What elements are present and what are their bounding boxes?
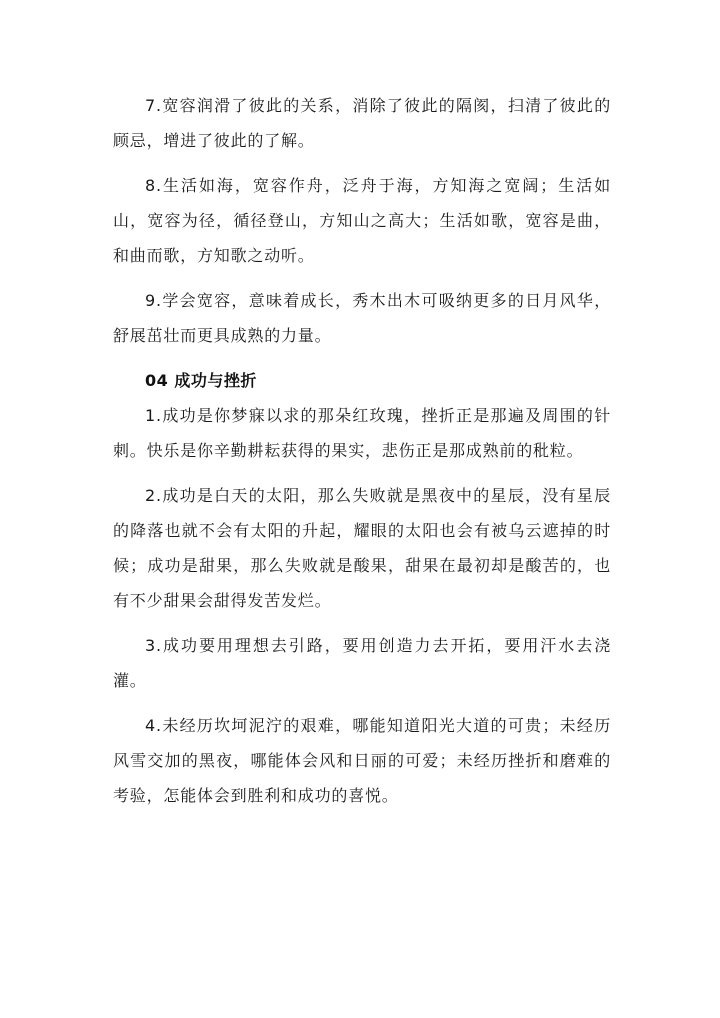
document-body bbox=[113, 88, 611, 823]
paragraph-success-2: 2.成功是白天的太阳，那么失败就是黑夜中的星辰，没有星辰的降落也就不会有太阳的升起，耀眼的太阳也会有被乌云遮掉的时候；成功是甜果，那么失败就是酸果，甜果在最初却是酸苦的，也有不少甜果会甜得发苦发烂。 bbox=[113, 486, 611, 610]
paragraph-success-1: 1.成功是你梦寐以求的那朵红玫瑰，挫折正是那遍及周围的针刺。快乐是你辛勤耕耘获得的果实，悲伤正是那成熟前的秕粒。 bbox=[113, 406, 611, 460]
paragraph-9: 9.学会宽容，意味着成长，秀木出木可吸纳更多的日月风华，舒展茁壮而更具成熟的力量。 bbox=[113, 291, 611, 345]
paragraph-success-4: 4.未经历坎坷泥泞的艰难，哪能知道阳光大道的可贵；未经历风雪交加的黑夜，哪能体会风和日丽的可爱；未经历挫折和磨难的考验，怎能体会到胜利和成功的喜悦。 bbox=[113, 716, 611, 805]
paragraph-success-3: 3.成功要用理想去引路，要用创造力去开拓，要用汗水去浇灌。 bbox=[113, 636, 611, 690]
paragraph-7: 7.宽容润滑了彼此的关系，消除了彼此的隔阂，扫清了彼此的顾忌，增进了彼此的了解。 bbox=[113, 96, 611, 150]
paragraph-8: 8.生活如海，宽容作舟，泛舟于海，方知海之宽阔；生活如山，宽容为径，循径登山，方知山之高大；生活如歌，宽容是曲，和曲而歌，方知歌之动听。 bbox=[113, 176, 611, 265]
section-heading: 04 成功与挫折 bbox=[145, 371, 257, 390]
